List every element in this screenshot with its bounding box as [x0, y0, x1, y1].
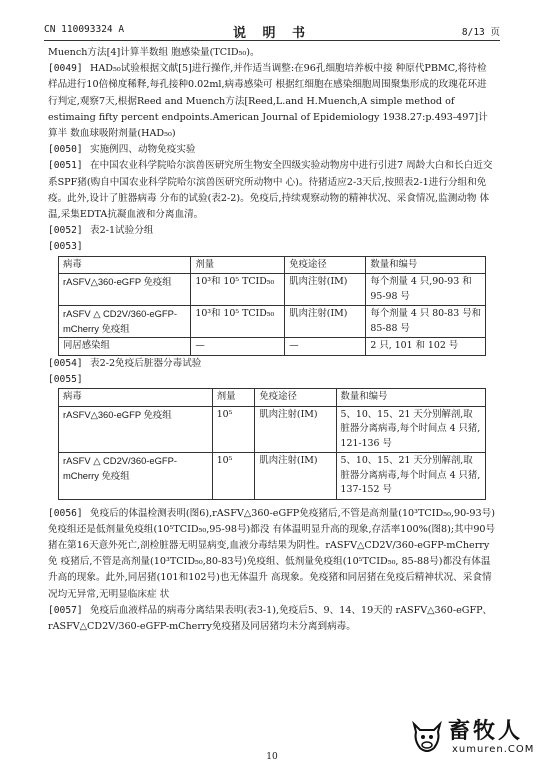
- header-cell: 数量和编号: [366, 256, 486, 274]
- cow-logo-icon: [408, 716, 446, 756]
- paragraph-0056: [48, 506, 496, 603]
- paragraph-tag: [0051]: [48, 160, 83, 172]
- table-cell: 10³和 10⁵ TCID₅₀: [191, 274, 285, 306]
- paragraph-tag: [0056]: [48, 507, 83, 519]
- table-cell: rASFV△360-eGFP 免疫组: [59, 274, 191, 306]
- table-header-row: [59, 256, 486, 274]
- paragraph-tag: [0055]: [48, 373, 83, 385]
- table-row: [59, 338, 486, 356]
- section-heading: 实施例四、动物免疫实验: [90, 144, 196, 156]
- paragraph-text: HAD₅₀试验根据文献[5]进行操作,并作适当调整:在96孔细胞培养板中接 种原代PBMC,将待检样品进行10倍梯度稀释,每孔接种0.02ml,病毒感染可 根据红细胞在感染细胞周围聚集形成的玫瑰花环进行判定,观察7天,根据Reed and Muench方法[Reed,L.and H.Muench,A simple method of estimaing fifty percent endpoints.American Journal of Epidemiology 1938.27:p.493-497]计算半 数血球吸附剂量(HAD₅₀): [48, 63, 488, 140]
- paragraph-tag: [0054]: [48, 357, 83, 369]
- table-cell: 肌肉注射(IM): [255, 453, 336, 500]
- paragraph-0049: [48, 61, 496, 142]
- paragraph-continued: Muench方法[4]计算半数组 胞感染量(TCID₅₀)。: [48, 47, 260, 58]
- table-caption: 表2-2免疫后脏器分毒试验: [90, 357, 202, 369]
- header-cell: 免疫途径: [255, 389, 336, 407]
- table-cell: 5、10、15、21 天分别解剖,取脏器分离病毒,每个时间点 4 只猪, 121-136 号: [336, 406, 485, 453]
- table-2-2: [58, 388, 486, 500]
- paragraph-0052: [48, 223, 496, 239]
- paragraph-0057: [48, 603, 496, 635]
- table-cell: 同居感染组: [59, 338, 191, 356]
- paragraph-text: 免疫后的体温检测表明(图6),rASFV△360-eGFP免疫猪后,不管是高剂量(10³TCID₅₀,90-93号)免疫组还是低剂量免疫组(10⁵TCID₅₀,95-98号)都没 有体温明显升高的现象,存活率100%(图8);其中90号猪在第16天意外死亡,剖检脏器无明显病变,血液分毒结果为阴性。rASFV△CD2V/360-eGFP-mCherry免 疫猪后,不管是高剂量(10³TCID₅₀,80-83号)免疫组、低剂量免疫组(10⁵TCID₅₀, 85-88号)都没有体温升高的现象。此外,同居猪(101和102号)也无体温升 高现象。免疫猪和同居猪在免疫后精神状况、采食情况均无异常,无明显临床症 状: [48, 507, 496, 600]
- paragraph-0053: [48, 239, 496, 255]
- paragraph-tag: [0053]: [48, 241, 83, 253]
- paragraph-tag: [0052]: [48, 225, 83, 237]
- header-cell: 数量和编号: [336, 389, 485, 407]
- table-cell: 10⁵: [212, 406, 255, 453]
- paragraph-0055: [48, 372, 496, 388]
- watermark: [408, 712, 538, 764]
- paragraph-tag: [0049]: [48, 63, 83, 75]
- document-title: 说 明 书: [232, 26, 312, 41]
- paragraph-tag: [0050]: [48, 144, 83, 156]
- page-indicator: 8/13 页: [461, 27, 500, 38]
- table-row: [59, 406, 486, 453]
- table-cell: 2 只, 101 和 102 号: [366, 338, 486, 356]
- table-cell: 5、10、15、21 天分别解剖,取脏器分离病毒,每个时间点 4 只猪, 137-152 号: [336, 453, 485, 500]
- paragraph-tag: [0057]: [48, 604, 83, 616]
- table-row: [59, 453, 486, 500]
- table-cell: —: [285, 338, 366, 356]
- header-cell: 剂量: [212, 389, 255, 407]
- header-cell: 剂量: [191, 256, 285, 274]
- paragraph-text: 免疫后血液样品的病毒分离结果表明(表3-1),免疫后5、9、14、19天的 rASFV△360-eGFP、rASFV△CD2V/360-eGFP-mCherry免疫猪及同居猪均未分离到病毒。: [48, 604, 493, 632]
- watermark-url: xumuren.COM: [452, 744, 535, 755]
- paragraph-text: 在中国农业科学院哈尔滨兽医研究所生物安全四级实验动物房中进行引进7 周龄大白和长白近交系SPF猪(购自中国农业科学院哈尔滨兽医研究所动物中 心)。待猪适应2-3天后,按照表2-1进行分组和免疫。此外,设计了脏器病毒 分布的试验(表2-2)。免疫后,持续观察动物的精神状况、采食情况,监测动物 体温,采集EDTA抗凝血液和分离血清。: [48, 160, 493, 221]
- header-rule: [44, 40, 500, 41]
- header-cell: 免疫途径: [285, 256, 366, 274]
- table-row: [59, 306, 486, 338]
- watermark-text: 畜牧人: [448, 719, 524, 744]
- table-cell: rASFV△360-eGFP 免疫组: [59, 406, 213, 453]
- table-cell: 肌肉注射(IM): [285, 306, 366, 338]
- paragraph-0050: [48, 142, 496, 158]
- table-cell: rASFV △ CD2V/360-eGFP-mCherry 免疫组: [59, 453, 213, 500]
- table-cell: 肌肉注射(IM): [285, 274, 366, 306]
- table-2-1: [58, 256, 486, 356]
- header-cell: 病毒: [59, 389, 213, 407]
- table-header-row: [59, 389, 486, 407]
- table-cell: 肌肉注射(IM): [255, 406, 336, 453]
- header-cell: 病毒: [59, 256, 191, 274]
- paragraph-0051: [48, 158, 496, 223]
- page-body: [48, 45, 496, 635]
- table-caption: 表2-1试验分组: [90, 225, 154, 237]
- table-cell: rASFV △ CD2V/360-eGFP- mCherry 免疫组: [59, 306, 191, 338]
- table-cell: —: [191, 338, 285, 356]
- patent-number: CN 110093324 A: [44, 24, 125, 35]
- table-cell: 10³和 10⁵ TCID₅₀: [191, 306, 285, 338]
- table-row: [59, 274, 486, 306]
- table-cell: 每个剂量 4 只 80-83 号和 85-88 号: [366, 306, 486, 338]
- paragraph-0054: [48, 356, 496, 372]
- page-number: 10: [266, 752, 278, 762]
- page-header: [44, 22, 500, 41]
- table-cell: 每个剂量 4 只,90-93 和 95-98 号: [366, 274, 486, 306]
- table-cell: 10⁵: [212, 453, 255, 500]
